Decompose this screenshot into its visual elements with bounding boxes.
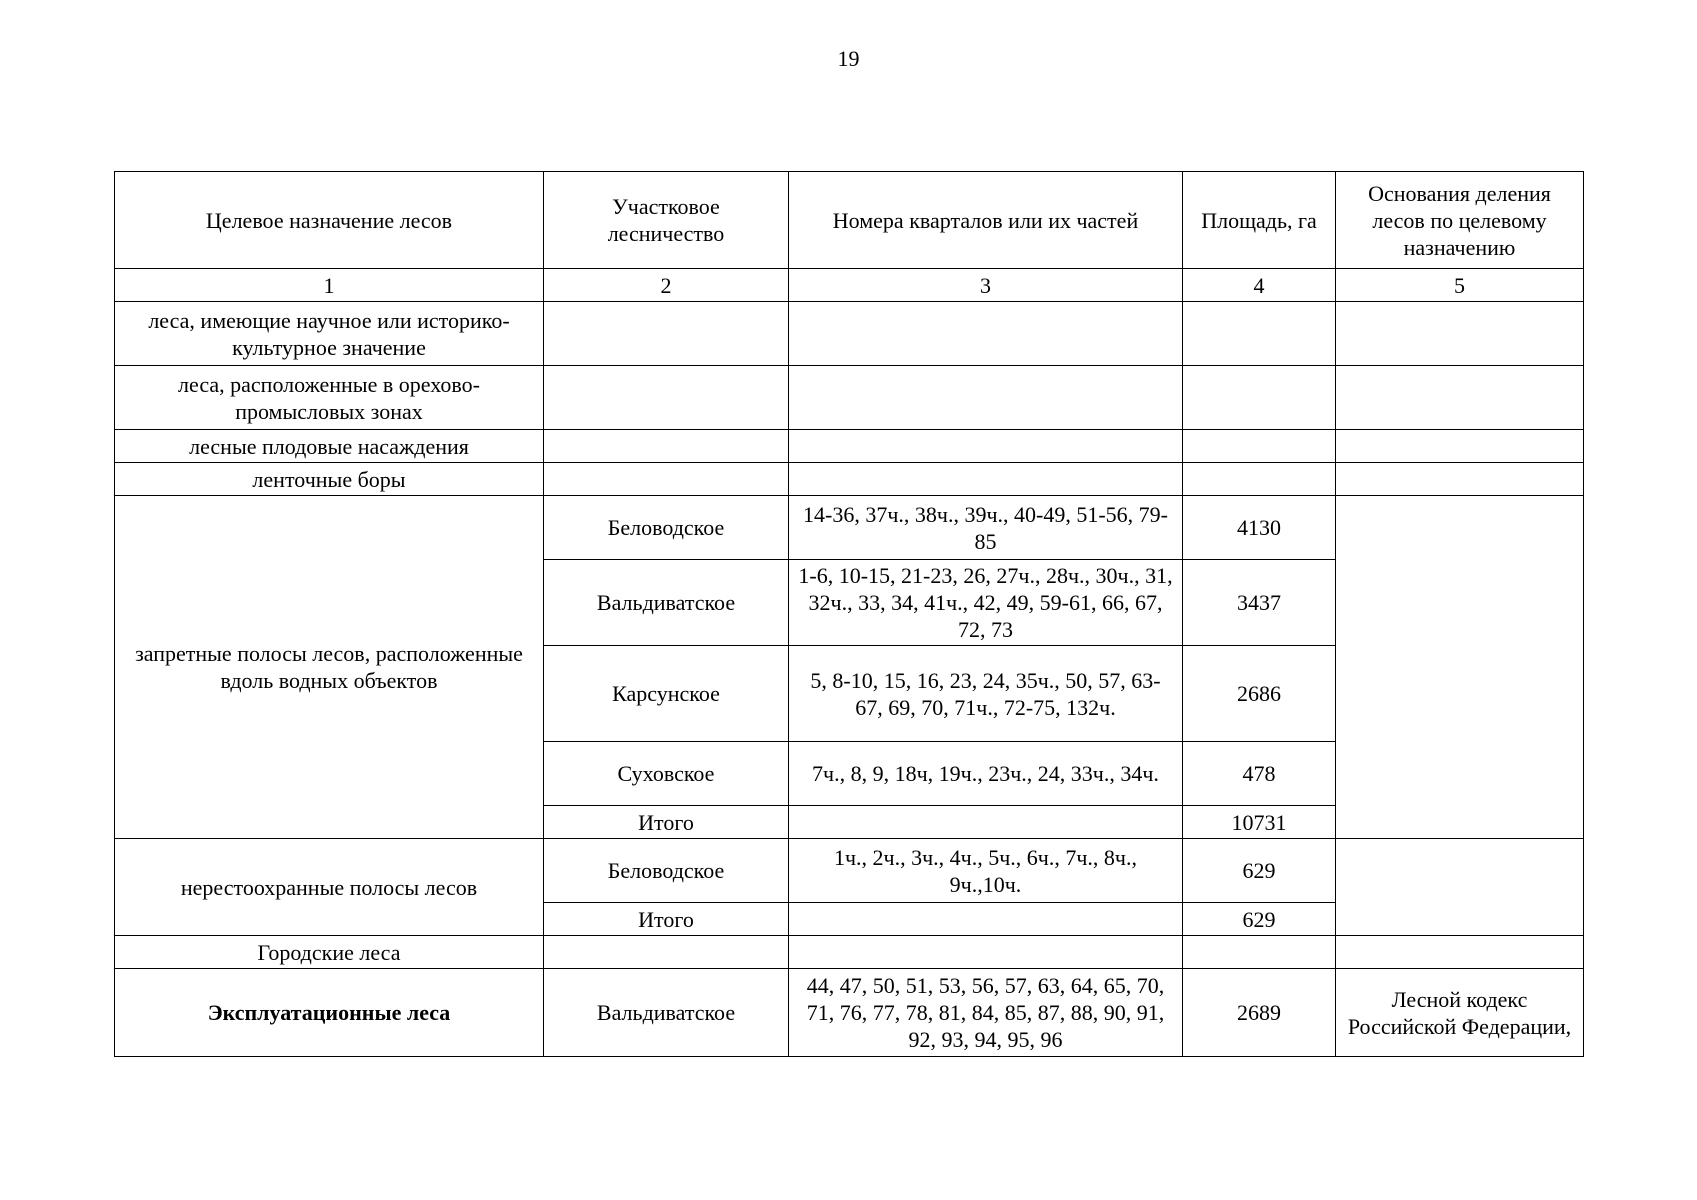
empty-cell <box>1183 430 1336 463</box>
basis-cell: Лесной кодекс Российской Федерации, <box>1336 969 1584 1057</box>
area-cell: 4130 <box>1183 496 1336 560</box>
forestry-cell: Вальдиватское <box>544 560 789 646</box>
empty-cell <box>1336 463 1584 496</box>
category-cell: запретные полосы лесов, расположенные вдоль водных объектов <box>115 496 544 839</box>
total-area: 10731 <box>1183 806 1336 839</box>
category-cell: лесные плодовые насаждения <box>115 430 544 463</box>
forestry-cell: Карсунское <box>544 646 789 742</box>
table-row <box>115 936 1584 969</box>
empty-cell <box>789 463 1183 496</box>
total-area: 629 <box>1183 903 1336 936</box>
empty-cell <box>1336 366 1584 430</box>
area-cell: 2686 <box>1183 646 1336 742</box>
forestry-cell: Суховское <box>544 742 789 806</box>
quarters-cell: 14-36, 37ч., 38ч., 39ч., 40-49, 51-56, 79-85 <box>789 496 1183 560</box>
category-cell: леса, имеющие научное или историко-культурное значение <box>115 302 544 366</box>
quarters-cell: 7ч., 8, 9, 18ч, 19ч., 23ч., 24, 33ч., 34ч. <box>789 742 1183 806</box>
column-number: 2 <box>544 269 789 302</box>
empty-cell <box>1183 302 1336 366</box>
area-cell: 3437 <box>1183 560 1336 646</box>
header-quarters: Номера кварталов или их частей <box>789 172 1183 269</box>
empty-cell <box>544 366 789 430</box>
empty-cell <box>1183 936 1336 969</box>
header-row <box>115 172 1584 269</box>
category-cell: ленточные боры <box>115 463 544 496</box>
empty-cell <box>1336 430 1584 463</box>
table-row <box>115 839 1584 903</box>
category-cell: Городские леса <box>115 936 544 969</box>
total-label: Итого <box>544 806 789 839</box>
empty-cell <box>789 366 1183 430</box>
empty-cell <box>789 302 1183 366</box>
empty-cell <box>789 936 1183 969</box>
empty-cell <box>544 430 789 463</box>
header-basis: Основания деления лесов по целевому назначению <box>1336 172 1584 269</box>
basis-cell <box>1336 839 1584 936</box>
category-cell: леса, расположенные в орехово-промысловых зонах <box>115 366 544 430</box>
header-purpose: Целевое назначение лесов <box>115 172 544 269</box>
column-number: 4 <box>1183 269 1336 302</box>
category-cell: нерестоохранные полосы лесов <box>115 839 544 936</box>
forest-purpose-table <box>114 171 1584 1057</box>
header-area: Площадь, га <box>1183 172 1336 269</box>
page-number: 19 <box>837 46 860 71</box>
empty-cell <box>544 463 789 496</box>
empty-cell <box>1183 463 1336 496</box>
empty-cell <box>789 430 1183 463</box>
quarters-cell: 5, 8-10, 15, 16, 23, 24, 35ч., 50, 57, 63-67, 69, 70, 71ч., 72-75, 132ч. <box>789 646 1183 742</box>
table-row <box>115 969 1584 1057</box>
column-number: 3 <box>789 269 1183 302</box>
category-cell: Эксплуатационные леса <box>115 969 544 1057</box>
column-number: 1 <box>115 269 544 302</box>
table-row <box>115 302 1584 366</box>
table-row <box>115 496 1584 560</box>
total-label: Итого <box>544 903 789 936</box>
forestry-cell: Беловодское <box>544 839 789 903</box>
empty-cell <box>1336 936 1584 969</box>
quarters-cell: 44, 47, 50, 51, 53, 56, 57, 63, 64, 65, 70, 71, 76, 77, 78, 81, 84, 85, 87, 88, 90, 91, 92, 93, 94, 95, 96 <box>789 969 1183 1057</box>
empty-cell <box>544 936 789 969</box>
quarters-cell: 1-6, 10-15, 21-23, 26, 27ч., 28ч., 30ч., 31, 32ч., 33, 34, 41ч., 42, 49, 59-61, 66, 67, 72, 73 <box>789 560 1183 646</box>
table-row <box>115 463 1584 496</box>
quarters-cell: 1ч., 2ч., 3ч., 4ч., 5ч., 6ч., 7ч., 8ч., 9ч.,10ч. <box>789 839 1183 903</box>
empty-cell <box>789 903 1183 936</box>
column-number: 5 <box>1336 269 1584 302</box>
table-row <box>115 430 1584 463</box>
empty-cell <box>544 302 789 366</box>
forestry-cell: Вальдиватское <box>544 969 789 1057</box>
empty-cell <box>1336 302 1584 366</box>
basis-cell <box>1336 496 1584 839</box>
area-cell: 629 <box>1183 839 1336 903</box>
area-cell: 478 <box>1183 742 1336 806</box>
forestry-cell: Беловодское <box>544 496 789 560</box>
column-number-row <box>115 269 1584 302</box>
empty-cell <box>1183 366 1336 430</box>
area-cell: 2689 <box>1183 969 1336 1057</box>
empty-cell <box>789 806 1183 839</box>
table-row <box>115 366 1584 430</box>
header-forestry: Участковое лесничество <box>544 172 789 269</box>
